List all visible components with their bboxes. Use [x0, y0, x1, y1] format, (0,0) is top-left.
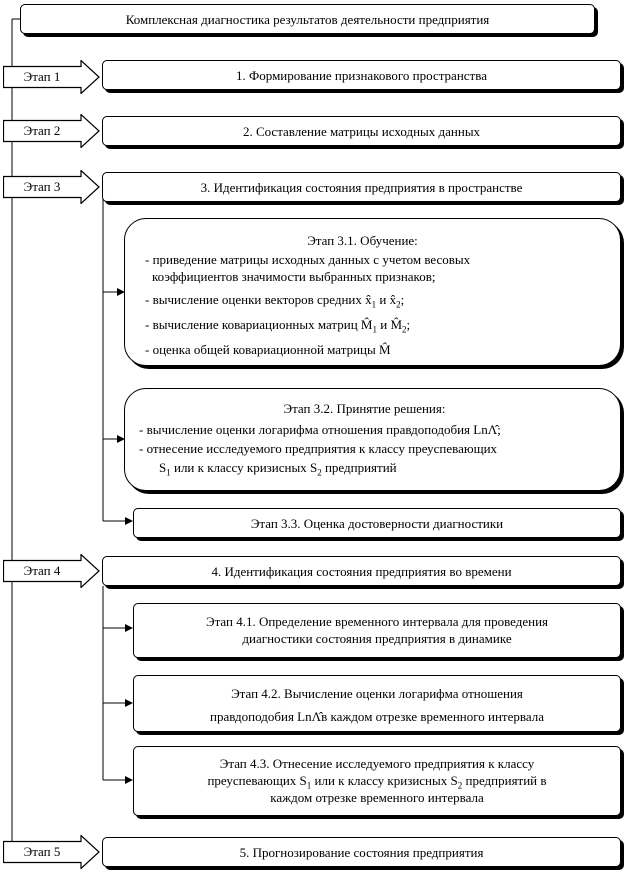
stage-4-3-line-3: каждом отрезке временного интервала — [270, 790, 484, 805]
stage-3-1-title: Этап 3.1. Обучение: — [307, 233, 418, 248]
stage-4-1-line-1: Этап 4.1. Определение временного интервала для проведения — [205, 614, 549, 629]
stage-2-box: 2. Составление матрицы исходных данных — [102, 116, 621, 146]
stage-5-arrow — [3, 835, 100, 869]
diagram-title: Комплексная диагностика результатов деятельности предприятия — [20, 4, 595, 34]
stage-5-box: 5. Прогнозирование состояния предприятия — [102, 837, 621, 867]
stage-3-3-box: Этап 3.3. Оценка достоверности диагностики — [133, 508, 621, 538]
stage-2-arrow — [3, 114, 100, 148]
stage-3-box: 3. Идентификация состояния предприятия в пространстве — [102, 172, 621, 202]
stage-3-1-box — [124, 218, 621, 366]
stage-3-1-line-5: - оценка общей ковариационной матрицы M̂ — [145, 342, 391, 357]
stage-4-label: Этап 4 — [23, 563, 61, 578]
stage-4-box: 4. Идентификация состояния предприятия во времени — [102, 556, 621, 586]
stage-3-1-line-1: - приведение матрицы исходных данных с учетом весовых — [145, 252, 471, 267]
stage-4-2-line-2: правдоподобия LnΛ̂в каждом отрезке временного интервала — [210, 709, 544, 724]
stage-3-arrow — [3, 170, 100, 204]
stage-3-2-line-3: $S_1$ или к классу кризисных $S_2$ предприятий — [159, 460, 397, 478]
stage-4-3-line-1: Этап 4.3. Отнесение исследуемого предприятия к классу — [219, 756, 535, 771]
stage-4-2-line-1: Этап 4.2. Вычисление оценки логарифма отношения — [231, 686, 523, 701]
stage-3-1-line-4: - вычисление ковариационных матриц $M̂_1$ и $M̂_2$; — [145, 317, 411, 335]
stage-2-label: Этап 2 — [23, 123, 61, 138]
stage-1-arrow — [3, 60, 100, 94]
stage-3-2-line-2: - отнесение исследуемого предприятия к классу преуспевающих — [139, 441, 498, 456]
stage-4-1-box — [133, 603, 621, 658]
stage-5-label: Этап 5 — [23, 844, 61, 859]
stage-3-2-line-1: - вычисление оценки логарифма отношения правдоподобия LnΛ̂; — [139, 422, 501, 437]
stage-3-1-line-3: - вычисление оценки векторов средних $x̂_1$ и $x̂_2$; — [145, 292, 405, 310]
stage-3-2-box — [124, 388, 621, 491]
stage-4-3-line-2: преуспевающих $S_1$ или к классу кризисных $S_2$ предприятий в — [207, 773, 547, 791]
stage-4-1-line-2: диагностики состояния предприятия в динамике — [242, 631, 512, 646]
stage-1-label: Этап 1 — [23, 69, 61, 84]
stage-3-1-line-2: коэффициентов значимости выбранных признаков; — [152, 269, 436, 284]
stage-3-2-title: Этап 3.2. Принятие решения: — [283, 401, 446, 416]
stage-4-arrow — [3, 554, 100, 588]
stage-3-label: Этап 3 — [23, 179, 61, 194]
stage-1-box: 1. Формирование признакового пространства — [102, 60, 621, 90]
stage-4-3-box — [133, 746, 621, 816]
stage-4-2-box — [133, 675, 621, 732]
